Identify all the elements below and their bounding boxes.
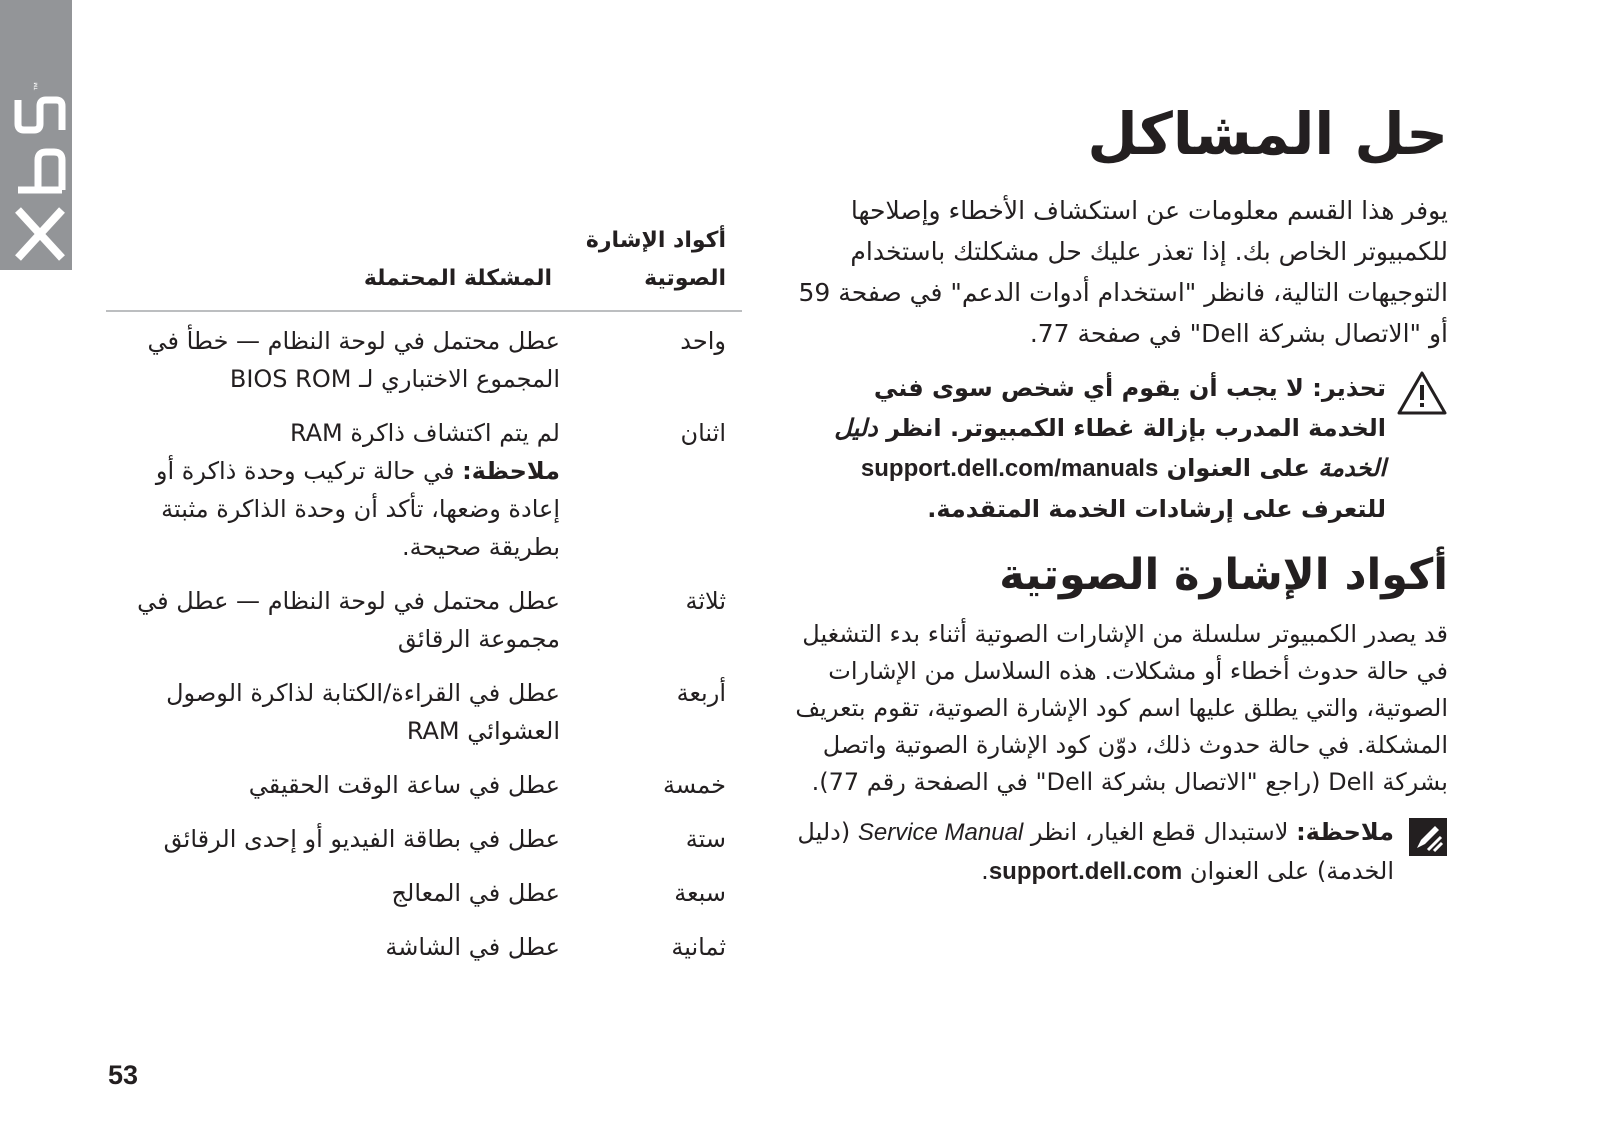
note-text-after: . (981, 857, 989, 886)
note-url-link[interactable]: support.dell.com (988, 858, 1183, 886)
problem-line: عطل في بطاقة الفيديو أو إحدى الرقائق (163, 825, 560, 853)
problem-line: العشوائي RAM (406, 717, 560, 745)
note-text-before: لاستبدال قطع الغيار، انظر (1030, 818, 1289, 847)
problem-line: لم يتم اكتشاف ذاكرة RAM (289, 419, 560, 447)
problem-line: عطل محتمل في لوحة النظام — خطأ في (147, 327, 560, 355)
table-row (106, 664, 742, 756)
code-cell: واحد (680, 327, 726, 355)
svg-text:™: ™ (32, 82, 42, 91)
note-box (790, 813, 1448, 891)
code-cell: ثلاثة (685, 587, 726, 615)
problem-cell (106, 756, 568, 810)
header-code-line2: الصوتية (644, 266, 726, 291)
problem-cell (106, 864, 568, 918)
note-text (790, 813, 1394, 891)
brand-side-tab (0, 0, 72, 270)
problem-line: المجموع الاختباري لـ BIOS ROM (229, 365, 560, 393)
caution-manual-name: دليل الخدمة (834, 413, 1386, 482)
table-row (106, 810, 742, 864)
note-label: ملاحظة: (1296, 818, 1394, 847)
table-row (106, 404, 742, 572)
problem-cell (106, 918, 568, 972)
caution-text-after: للتعرف على إرشادات الخدمة المتقدمة. (927, 494, 1386, 523)
caution-box (790, 368, 1448, 529)
header-problem: المشكلة المحتملة (106, 222, 568, 311)
problem-line: عطل محتمل في لوحة النظام — عطل في (137, 587, 560, 615)
code-cell: اثنان (680, 419, 726, 447)
table-header-row (106, 222, 742, 311)
caution-text-middle: على العنوان (1166, 453, 1310, 482)
code-cell: خمسة (663, 771, 726, 799)
problem-note (106, 452, 560, 566)
table-row (106, 864, 742, 918)
problem-cell (106, 404, 568, 572)
code-cell: سبعة (674, 879, 726, 907)
table-row (106, 572, 742, 664)
table-row (106, 756, 742, 810)
table-row (106, 311, 742, 404)
problem-note-text: في حالة تركيب وحدة ذاكرة أو إعادة وضعها، تأكد أن وحدة الذاكرة مثبتة بطريقة صحيحة. (155, 457, 560, 561)
page-title: حل المشاكل (1087, 100, 1448, 168)
caution-url-link[interactable]: support.dell.com/manuals (860, 454, 1159, 482)
main-content (790, 100, 1448, 891)
problem-line: عطل في ساعة الوقت الحقيقي (248, 771, 560, 799)
header-code (568, 222, 742, 311)
code-cell: أربعة (676, 679, 726, 707)
note-pencil-icon (1408, 817, 1448, 857)
note-text-middle: (دليل الخدمة) على العنوان (797, 818, 1394, 886)
code-cell: ستة (685, 825, 726, 853)
beep-codes-table (106, 222, 742, 972)
caution-text-before: لا يجب أن يقوم أي شخص سوى فني الخدمة المدرب بإزالة غطاء الكمبيوتر. انظر (873, 373, 1386, 442)
caution-text (790, 368, 1386, 529)
problem-cell (106, 810, 568, 864)
page-number: 53 (108, 1060, 139, 1090)
header-code-line1: أكواد الإشارة (585, 228, 726, 253)
code-cell: ثمانية (671, 933, 726, 961)
beep-codes-paragraph: قد يصدر الكمبيوتر سلسلة من الإشارات الصوتية أثناء بدء التشغيل في حالة حدوث أخطاء أو مشكلات. هذه السلاسل من الإشارات الصوتية، والتي يطلق عليها اسم كود الإشارة الصوتية، تقوم بتعريف المشكلة. في حالة حدوث ذلك، دوّن كود الإشارة الصوتية واتصل بشركة Dell (راجع "الاتصال بشركة Dell" في الصفحة رقم 77). (795, 620, 1448, 797)
problem-cell (106, 311, 568, 404)
beep-codes-heading: أكواد الإشارة الصوتية (999, 549, 1448, 600)
caution-label: تحذير: (1312, 373, 1386, 402)
problem-cell (106, 572, 568, 664)
intro-paragraph: يوفر هذا القسم معلومات عن استكشاف الأخطاء وإصلاحها للكمبيوتر الخاص بك. إذا تعذر عليك حل مشكلتك باستخدام التوجيهات التالية، فانظر "استخدام أدوات الدعم" في صفحة 59 أو "الاتصال بشركة Dell" في صفحة 77. (798, 195, 1448, 348)
note-manual-name: Service Manual (857, 819, 1024, 847)
problem-line: عطل في الشاشة (385, 933, 560, 961)
problem-line: مجموعة الرقائق (397, 625, 560, 653)
problem-cell (106, 664, 568, 756)
xps-logo-icon (4, 70, 70, 270)
warning-triangle-icon (1396, 370, 1448, 416)
problem-line: عطل في المعالج (391, 879, 560, 907)
problem-line: عطل في القراءة/الكتابة لذاكرة الوصول (166, 679, 560, 707)
table-row (106, 918, 742, 972)
problem-note-label: ملاحظة: (462, 457, 560, 485)
beep-codes-table-container (106, 222, 742, 972)
